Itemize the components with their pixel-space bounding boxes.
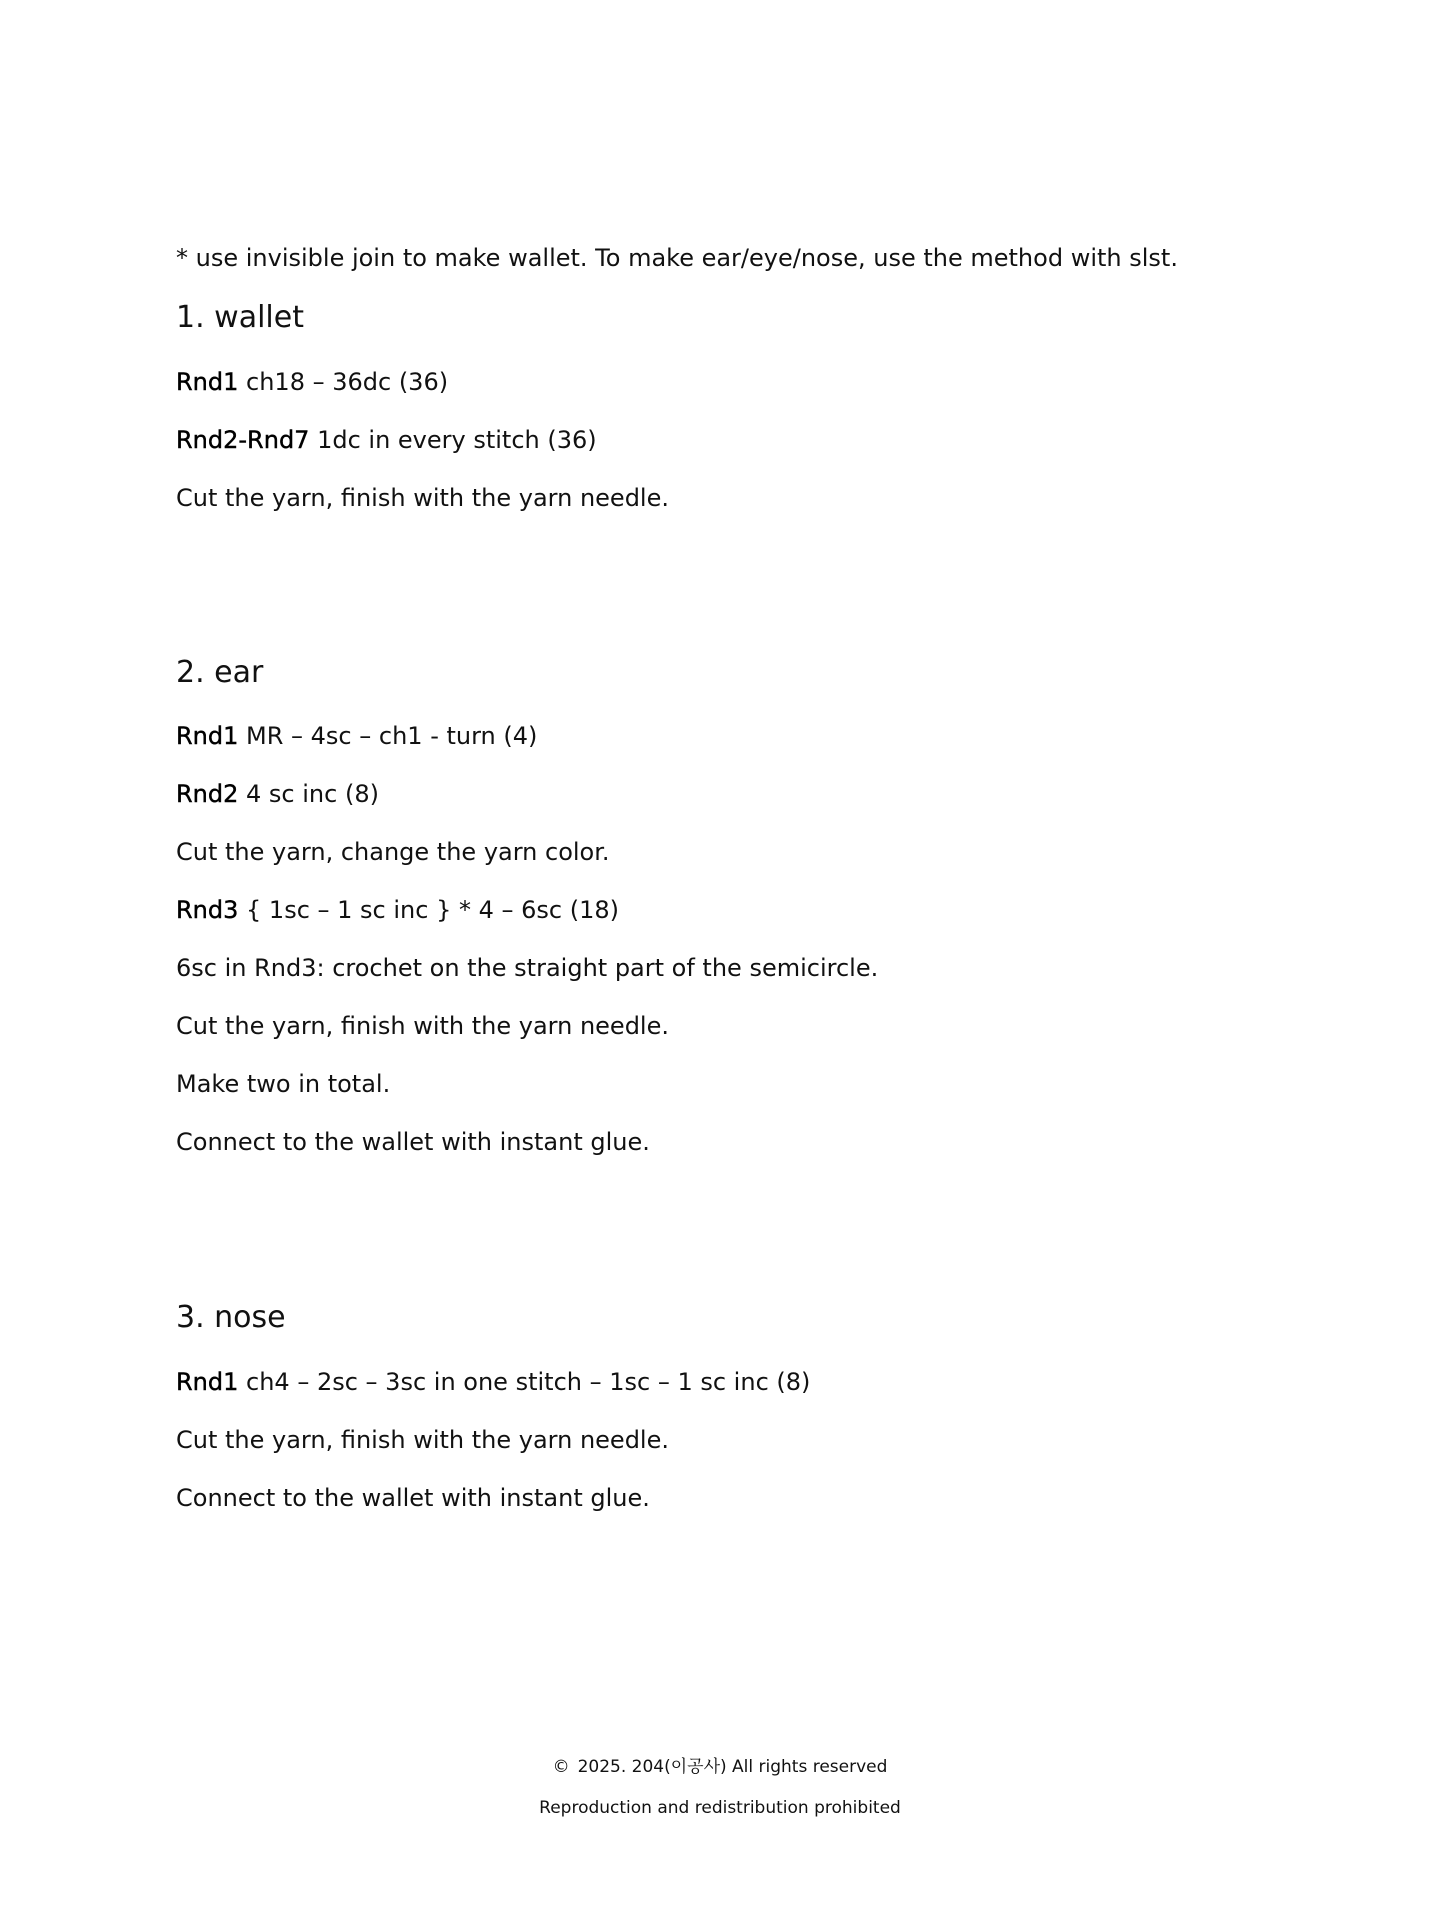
section-title-ear: 2. ear [176,655,264,690]
intro-note: * use invisible join to make wallet. To make ear/eye/nose, use the method with slst. [176,244,1178,272]
instruction-line [176,954,878,982]
round-text: ch4 – 2sc – 3sc in one stitch – 1sc – 1 sc inc (8) [238,1368,811,1396]
instruction-line [176,1012,669,1040]
round-text: MR – 4sc – ch1 - turn (4) [238,722,538,750]
instruction-line [176,722,537,750]
instruction-line [176,1128,650,1156]
line-text: Cut the yarn, finish with the yarn needle. [176,1426,669,1454]
instruction-line [176,368,448,396]
line-text: Cut the yarn, change the yarn color. [176,838,610,866]
round-text: ch18 – 36dc (36) [238,368,449,396]
redistribution-notice: Reproduction and redistribution prohibited [539,1798,901,1818]
instruction-line [176,1426,669,1454]
round-label: Rnd2-Rnd7 [176,426,310,454]
instruction-line [176,1484,650,1512]
instruction-line [176,780,379,808]
round-label: Rnd1 [176,1368,239,1396]
section-title-nose: 3. nose [176,1300,286,1335]
round-label: Rnd1 [176,722,239,750]
instruction-line [176,896,619,924]
line-text: Cut the yarn, finish with the yarn needle. [176,1012,669,1040]
line-text: Connect to the wallet with instant glue. [176,1484,650,1512]
round-text: { 1sc – 1 sc inc } * 4 – 6sc (18) [238,896,619,924]
line-text: 6sc in Rnd3: crochet on the straight part of the semicircle. [176,954,879,982]
copyright-icon: © [552,1757,570,1777]
instruction-line [176,484,669,512]
copyright-text: 2025. 204(이공사) All rights reserved [577,1757,888,1777]
copyright-footer [0,1752,1440,1777]
instruction-line [176,838,610,866]
line-text: Connect to the wallet with instant glue. [176,1128,650,1156]
line-text: Make two in total. [176,1070,391,1098]
instruction-line [176,1368,810,1396]
round-label: Rnd1 [176,368,239,396]
section-title-wallet: 1. wallet [176,300,304,335]
round-text: 1dc in every stitch (36) [309,426,597,454]
instruction-line [176,426,597,454]
line-text: Cut the yarn, finish with the yarn needle. [176,484,669,512]
instruction-line [176,1070,390,1098]
round-label: Rnd2 [176,780,239,808]
round-label: Rnd3 [176,896,239,924]
round-text: 4 sc inc (8) [238,780,379,808]
